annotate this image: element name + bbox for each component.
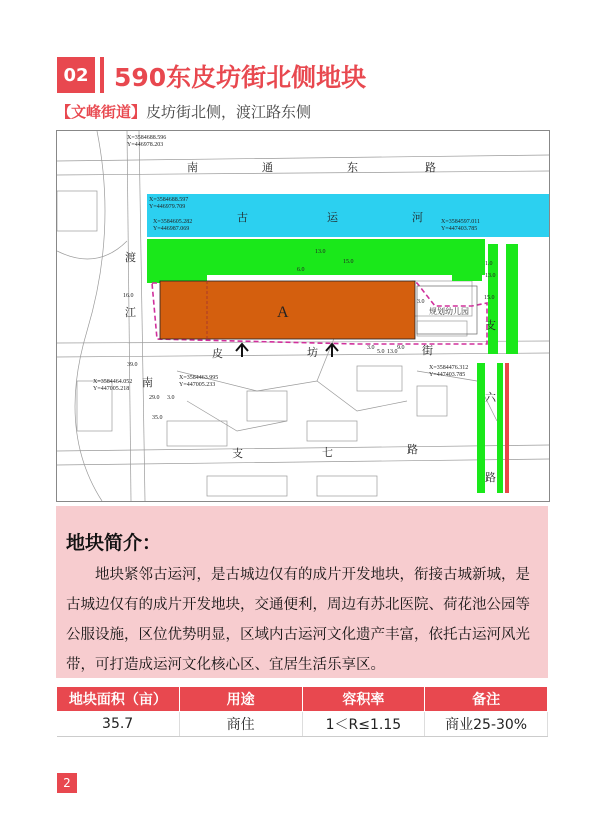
road-pifang-char-1: 皮 xyxy=(212,348,223,360)
district-tag: 【文峰街道】 xyxy=(56,103,147,121)
header-far: 容积率 xyxy=(302,687,425,712)
location-subtitle xyxy=(56,101,311,122)
header-note: 备注 xyxy=(425,687,548,712)
dim-label: 15.0 xyxy=(343,259,354,265)
dim-label: 13.0 xyxy=(387,349,398,355)
intro-paragraph: 地块紧邻古运河，是古城边仅有的成片开发地块，衔接古城新城，是古城边仅有的成片开发地块，交通便利，周边有苏北医院、荷花池公园等公服设施，区位优势明显，区域内古运河文化遗产丰富，依托古运河风光带，可打造成运河文化核心区、宜居生活乐享区。 xyxy=(66,567,530,673)
kindergarten-label: 规划幼儿园 xyxy=(429,307,469,316)
east-green-strip-2 xyxy=(506,244,518,354)
road-zhiqi-char-3: 路 xyxy=(407,444,418,456)
cell-far: 1＜R≤1.15 xyxy=(302,712,425,737)
road-nantong-char-1: 南 xyxy=(187,162,198,174)
road-zhiliu-char-1: 支 xyxy=(485,320,496,332)
road-nantong-char-2: 通 xyxy=(262,162,273,174)
page-title: 590东皮坊街北侧地块 xyxy=(114,63,367,92)
dim-label: 1.0 xyxy=(485,261,493,267)
dim-label: 39.0 xyxy=(127,362,138,368)
header-usage: 用途 xyxy=(179,687,302,712)
zhiliu-red-strip xyxy=(505,363,509,493)
coord-6-y: Y=447005.233 xyxy=(179,382,216,388)
cell-area: 35.7 xyxy=(57,712,180,737)
canal-char-1: 古 xyxy=(237,212,248,224)
site-plan-map xyxy=(56,130,550,502)
table-row xyxy=(57,712,548,737)
road-dujiang-char-1: 渡 xyxy=(125,252,136,264)
zhiliu-green-strip-2 xyxy=(497,363,503,493)
road-nantong-char-4: 路 xyxy=(425,162,436,174)
road-pifang-char-3: 街 xyxy=(422,345,433,357)
dim-label: 13.0 xyxy=(485,273,496,279)
coord-1-x: X=3584688.596 xyxy=(127,135,167,141)
road-zhiliu-char-3: 路 xyxy=(485,472,496,484)
zhiliu-green-strip-1 xyxy=(477,363,485,493)
section-number-badge: 02 xyxy=(57,57,95,93)
dim-label: 9.0 xyxy=(397,345,405,351)
green-belt-east xyxy=(452,271,482,281)
coord-7-y: Y=447403.785 xyxy=(429,372,466,378)
dim-label: 5.0 xyxy=(377,349,385,355)
plot-introduction-panel xyxy=(56,506,548,678)
road-zhiliu-char-2: 六 xyxy=(485,392,496,404)
coord-4-y: Y=447403.785 xyxy=(441,226,478,232)
plot-info-table xyxy=(56,686,548,737)
site-plan-svg xyxy=(57,131,549,501)
dim-label: 13.0 xyxy=(315,249,326,255)
cell-usage: 商住 xyxy=(179,712,302,737)
dim-label: 15.0 xyxy=(484,295,495,301)
plot-a-label: A xyxy=(277,304,289,321)
table-header-row xyxy=(57,687,548,712)
coord-3-y: Y=446987.069 xyxy=(153,226,190,232)
road-zhiqi-char-2: 七 xyxy=(322,447,333,459)
grand-canal-water xyxy=(147,194,549,237)
road-dujiang-char-3: 南 xyxy=(142,377,153,389)
coord-4-x: X=3584597.011 xyxy=(441,219,480,225)
canal-green-belt xyxy=(147,239,485,275)
dim-label: 3.0 xyxy=(417,299,425,305)
access-arrow-west xyxy=(236,344,248,357)
title-accent-bar xyxy=(100,57,104,93)
dim-label: 29.0 xyxy=(149,395,160,401)
intro-heading: 地块简介： xyxy=(66,532,162,554)
dim-label: 3.0 xyxy=(167,395,175,401)
dim-label: 3.0 xyxy=(367,345,375,351)
coord-3-x: X=3584605.282 xyxy=(153,219,193,225)
road-nantong-char-3: 东 xyxy=(347,162,358,174)
road-zhiqi-char-1: 支 xyxy=(232,448,243,460)
coord-2-x: X=3584688.597 xyxy=(149,197,189,203)
coord-5-y: Y=447005.218 xyxy=(93,386,130,392)
header-area: 地块面积（亩） xyxy=(57,687,180,712)
coord-1-y: Y=446978.203 xyxy=(127,142,164,148)
dim-label: 6.0 xyxy=(297,267,305,273)
road-dujiang-char-2: 江 xyxy=(125,307,136,319)
dim-label: 16.0 xyxy=(123,293,134,299)
page-number: 2 xyxy=(57,773,77,793)
dim-label: 35.0 xyxy=(152,415,163,421)
coord-7-x: X=3584476.312 xyxy=(429,365,469,371)
coord-2-y: Y=446979.709 xyxy=(149,204,186,210)
coord-6-x: X=3584463.995 xyxy=(179,375,219,381)
road-pifang-char-2: 坊 xyxy=(307,347,318,359)
coord-5-x: X=3584464.052 xyxy=(93,379,133,385)
canal-char-2: 运 xyxy=(327,212,338,224)
location-text: 皮坊街北侧，渡江路东侧 xyxy=(146,103,312,121)
cell-note: 商业25-30% xyxy=(425,712,548,737)
canal-char-3: 河 xyxy=(412,212,423,224)
